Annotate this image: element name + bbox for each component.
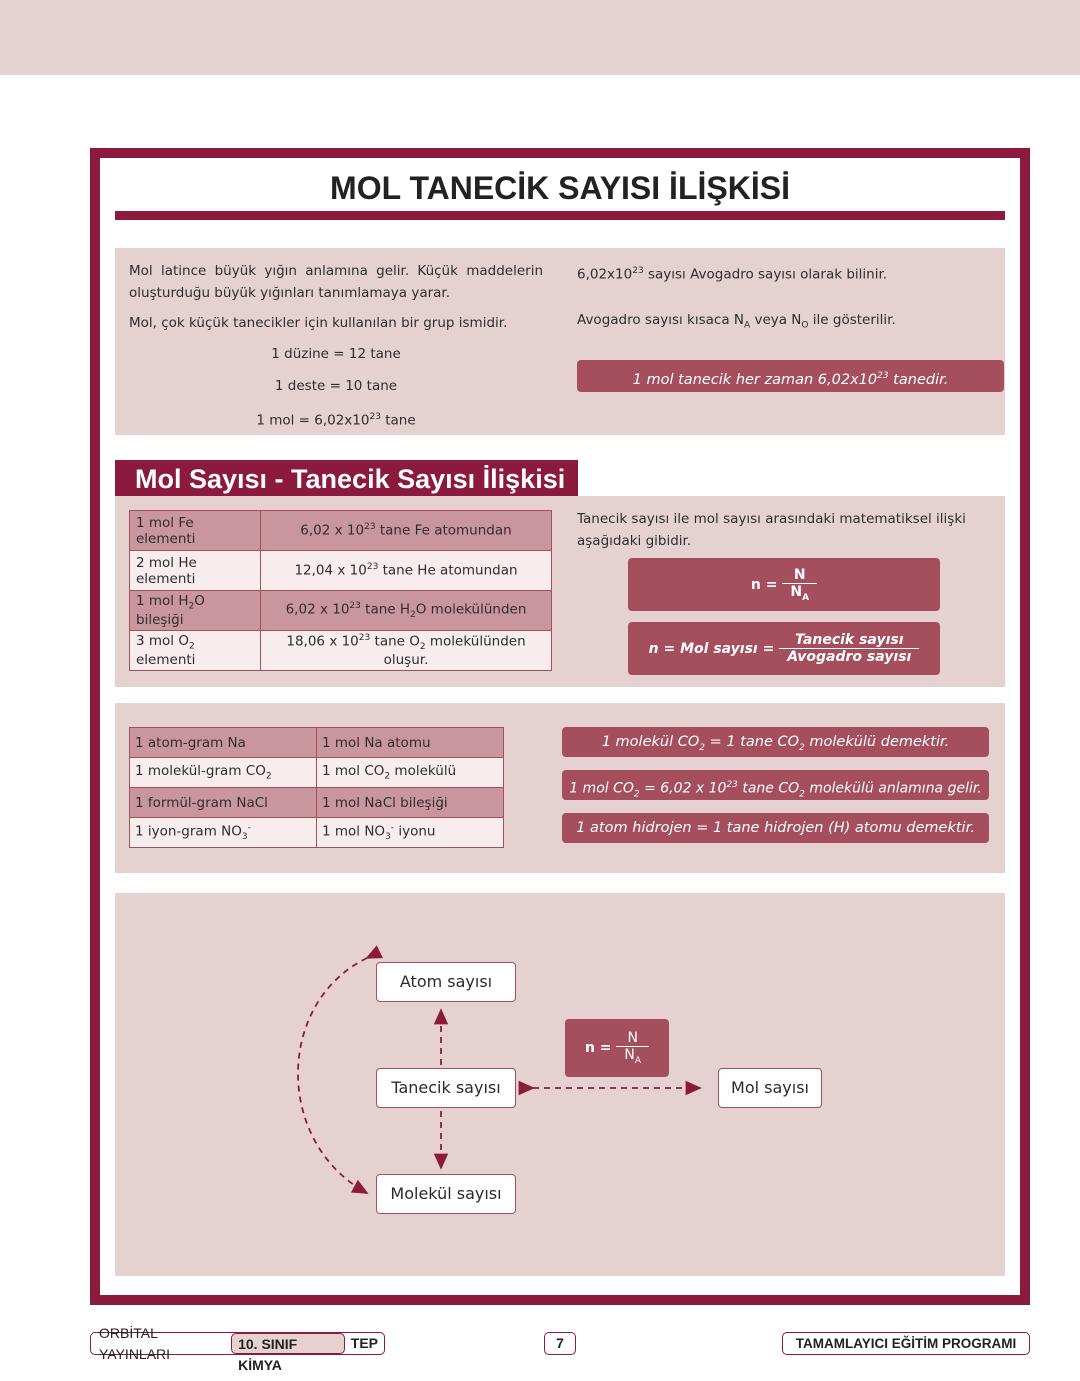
mol-particle-table	[129, 510, 552, 671]
fraction: $\frac{N}{N_A}$	[616, 1030, 649, 1066]
table-cell: 12,04 x $10^{23}$ tane He atomundan	[261, 551, 552, 591]
table-row	[130, 551, 552, 591]
gram-equivalence-panel	[115, 703, 1005, 873]
equation-deste: 1 deste = 10 tane	[274, 378, 398, 394]
footer-publisher: ORBİTAL YAYINLARI	[99, 1324, 171, 1362]
diagram-arrows	[115, 893, 1005, 1276]
table-cell: 1 mol Na atomu	[317, 728, 504, 758]
page-title: MOL TANECİK SAYISI İLİŞKİSİ	[330, 170, 790, 206]
formula-box-2	[628, 622, 940, 675]
table-cell: 6,02 x $10^{23}$ tane $H_2O$ molekülünden	[261, 591, 552, 631]
mol-particle-panel	[115, 496, 1005, 687]
table-row	[130, 631, 552, 671]
table-row	[130, 728, 504, 758]
arrow-atom-molekul	[298, 958, 367, 1193]
fraction: $\frac{\text{Tanecik sayısı}}{\text{Avogadro sayısı}}$	[779, 632, 919, 665]
footer-tag: TEP	[350, 1335, 378, 1351]
table-cell: 1 iyon-gram $NO_3^-$	[130, 818, 317, 848]
node-atom-sayisi: Atom sayısı	[376, 962, 516, 1002]
table-cell: 18,06 x $10^{23}$ tane $O_2$ molekülünden oluşur.	[261, 631, 552, 671]
node-molekul-sayisi: Molekül sayısı	[376, 1174, 516, 1214]
diagram-formula-box	[565, 1019, 669, 1077]
pill-atom-hydrogen: 1 atom hidrojen = 1 tane hidrojen (H) atomu demektir.	[562, 813, 989, 843]
table-cell: 1 formül-gram NaCl	[130, 788, 317, 818]
table-cell: 1 mol Fe elementi	[130, 511, 261, 551]
table-cell: 6,02 x $10^{23}$ tane Fe atomundan	[261, 511, 552, 551]
pill-molecule-co2: 1 molekül $CO_2 = 1$ tane $CO_2$ molekülü demektir.	[562, 727, 989, 757]
table-cell: 1 mol NaCl bileşiği	[317, 788, 504, 818]
table-cell: 2 mol He elementi	[130, 551, 261, 591]
formula-box-1	[628, 558, 940, 611]
fraction: $\frac{N}{N_A}$	[782, 567, 817, 603]
table-row	[130, 788, 504, 818]
table-cell: 1 molekül-gram $CO_2$	[130, 758, 317, 788]
section-heading: Mol Sayısı - Tanecik Sayısı İlişkisi	[115, 460, 578, 496]
footer-course: 10. SINIF KİMYA	[231, 1333, 345, 1354]
top-band	[0, 0, 1080, 75]
table-cell: 1 mol $H_2O$ bileşiği	[130, 591, 261, 631]
node-mol-sayisi: Mol sayısı	[718, 1068, 822, 1108]
table-row	[130, 511, 552, 551]
table-cell: 1 mol $NO_3^-$ iyonu	[317, 818, 504, 848]
footer-publisher-badge	[90, 1324, 385, 1373]
avogadro-notation: Avogadro sayısı kısaca $N_A$ veya $N_O$ ile gösterilir.	[577, 312, 896, 331]
relation-text: Tanecik sayısı ile mol sayısı arasındaki matematiksel ilişki aşağıdaki gibidir.	[577, 511, 966, 549]
node-tanecik-sayisi: Tanecik sayısı	[376, 1068, 516, 1108]
table-cell: 3 mol $O_2$ elementi	[130, 631, 261, 671]
table-row	[130, 818, 504, 848]
avogadro-definition: $6,02x10^{23}$ sayısı Avogadro sayısı olarak bilinir.	[577, 266, 888, 283]
intro-paragraph-1: Mol latince büyük yığın anlamına gelir. Küçük maddelerin oluşturduğu büyük yığınları tanımlamaya yarar.	[129, 263, 543, 301]
formula-lhs: n =	[584, 1040, 612, 1056]
formula-lhs: n = Mol sayısı =	[648, 640, 775, 657]
gram-equivalence-table	[129, 727, 504, 848]
content-frame	[90, 148, 1030, 1305]
intro-panel	[115, 248, 1005, 435]
mol-fact-pill: 1 mol tanecik her zaman $6,02x10^{23}$ tanedir.	[577, 360, 1004, 392]
table-row	[130, 591, 552, 631]
relation-diagram-panel	[115, 893, 1005, 1276]
footer-program: TAMAMLAYICI EĞİTİM PROGRAMI	[782, 1332, 1030, 1355]
page-number: 7	[544, 1332, 576, 1355]
intro-paragraph-2: Mol, çok küçük tanecikler için kullanılan bir grup ismidir.	[129, 315, 508, 331]
pill-mol-co2: 1 mol $CO_2 = 6,02$ x $10^{23}$ tane $CO_2$ molekülü anlamına gelir.	[562, 770, 989, 800]
table-row	[130, 758, 504, 788]
title-rule	[115, 211, 1005, 220]
equation-mol: 1 mol = $6,02x10^{23}$ tane	[256, 412, 416, 429]
table-cell: 1 atom-gram Na	[130, 728, 317, 758]
equation-duzine: 1 düzine = 12 tane	[271, 346, 401, 362]
formula-lhs: n =	[750, 576, 778, 593]
table-cell: 1 mol $CO_2$ molekülü	[317, 758, 504, 788]
